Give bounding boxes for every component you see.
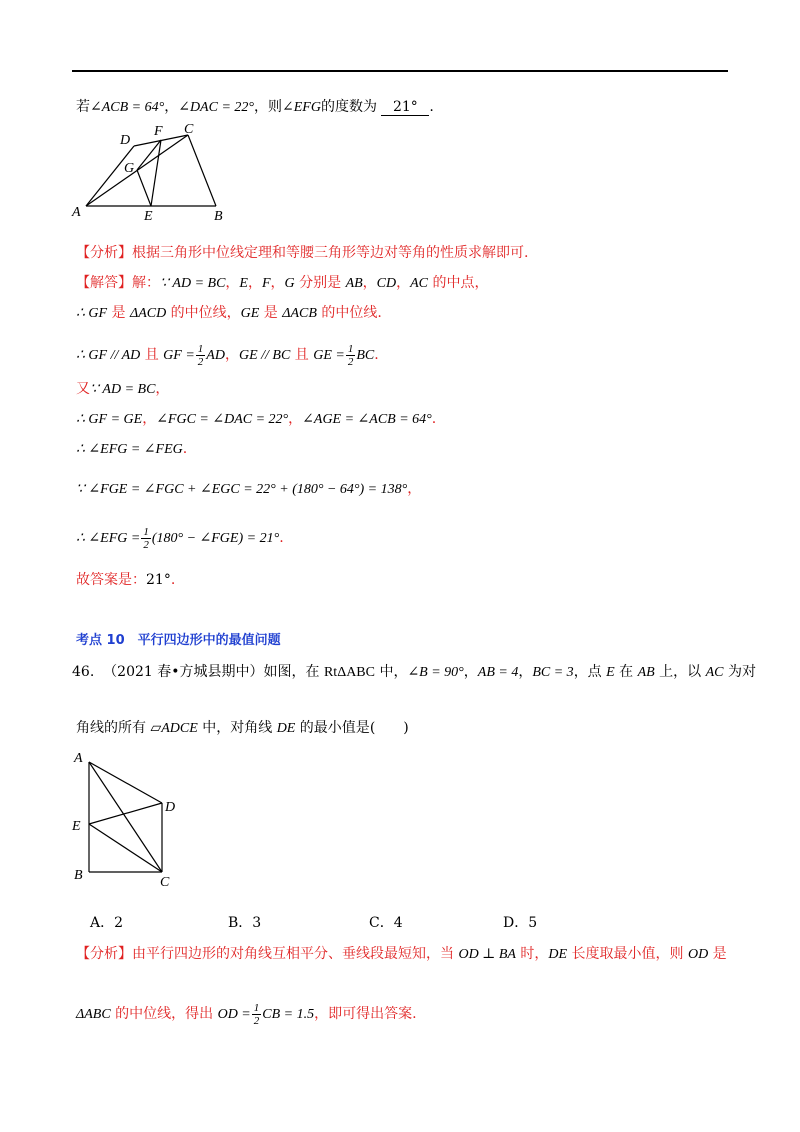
math: ∴ GF: [76, 306, 108, 321]
header-rule: [72, 70, 728, 72]
fraction: [196, 343, 206, 368]
math: CB = 1.5: [262, 1007, 315, 1022]
text: 中，对角线: [197, 720, 277, 736]
math: AB: [637, 665, 655, 680]
numerator: 1: [143, 525, 149, 538]
p46-analysis-line2: [76, 1001, 417, 1028]
text: 为对: [723, 664, 756, 680]
math: ΔACB: [282, 306, 317, 321]
math: E: [239, 276, 248, 291]
text: 故答案是：: [76, 572, 146, 588]
option-a[interactable]: [90, 913, 123, 933]
text: 是: [259, 305, 283, 321]
numerator: 1: [253, 1001, 260, 1014]
p45-analysis: [76, 243, 528, 263]
text: ，: [362, 275, 377, 291]
math: BC = 3: [532, 665, 574, 680]
math: ∠EFG: [282, 100, 321, 115]
math: AB: [345, 276, 363, 291]
text: 根据三角形中位线定理和等腰三角形等边对等角的性质求解即可.: [132, 245, 529, 261]
numerator: 1: [197, 342, 204, 355]
label-A: A: [72, 205, 81, 220]
math: (180° − ∠FGE) = 21°: [151, 531, 280, 546]
math: GE =: [313, 348, 345, 363]
p46-analysis-line1: [76, 944, 727, 965]
text: ，: [164, 99, 179, 115]
option-letter: A．: [90, 915, 115, 931]
p45-sol-line5: [76, 409, 436, 430]
text: ，点: [573, 664, 607, 680]
math: RtΔABC: [323, 665, 375, 680]
text: 上，以: [654, 664, 706, 680]
option-d[interactable]: [503, 913, 537, 933]
text: 角线的所有: [76, 720, 151, 736]
seg-GE: [137, 170, 151, 206]
text: 的度数为: [320, 99, 377, 115]
text: 是: [107, 305, 130, 321]
label-C: C: [184, 122, 194, 137]
math: OD ⊥ BA: [458, 947, 516, 962]
math: GE // BC: [238, 348, 291, 363]
option-value: 5: [528, 915, 538, 931]
text: .: [429, 99, 434, 115]
label-G: G: [124, 161, 135, 176]
seg-AD: [89, 762, 162, 803]
label-C: C: [160, 875, 170, 890]
option-value: 4: [393, 915, 403, 931]
text: 若: [76, 99, 90, 115]
text: ，即可得出答案.: [314, 1006, 417, 1022]
problem-number: 46.: [72, 664, 95, 680]
text: .: [279, 530, 284, 546]
solution-tag: 【解答】: [76, 275, 132, 291]
text: ，: [155, 381, 170, 397]
label-E: E: [144, 209, 153, 224]
denominator: 2: [253, 1014, 260, 1027]
p46-question-line1: [72, 662, 756, 683]
text: ，: [396, 275, 411, 291]
figure-46: [66, 748, 186, 890]
math: ▱ADCE: [150, 721, 198, 736]
text: （2021 春•方城县期中）如图，在: [103, 664, 324, 680]
text: .: [431, 411, 437, 427]
seg-AC: [89, 762, 162, 872]
math: ∵ AD = BC: [160, 276, 226, 291]
p45-final-answer: [76, 570, 175, 590]
math: ∠ACB = 64°: [90, 100, 165, 115]
seg-AD: [86, 146, 134, 206]
math: ∴ GF // AD: [76, 348, 141, 363]
math: ΔABC: [76, 1007, 111, 1022]
text: 的中位线.: [316, 305, 382, 321]
seg-EC: [89, 824, 162, 872]
option-b[interactable]: [228, 913, 261, 933]
section-title: 考点 10 平行四边形中的最值问题: [76, 633, 281, 648]
math: ∠FGC = ∠DAC = 22°: [156, 412, 289, 427]
label-F: F: [154, 124, 163, 139]
label-B: B: [74, 868, 83, 883]
text: ，: [407, 481, 422, 497]
math: AC: [705, 665, 724, 680]
answer-value: 21°: [146, 572, 171, 588]
p45-sol-line3: [76, 342, 379, 369]
text: ，: [142, 411, 157, 427]
option-letter: B．: [228, 915, 253, 931]
p45-sol-line6: [76, 439, 187, 460]
text: 中，: [375, 664, 408, 680]
text: 在: [614, 664, 638, 680]
label-E: E: [72, 819, 81, 834]
math: OD: [687, 947, 709, 962]
figure-45: [66, 120, 246, 226]
text: 且: [140, 347, 164, 363]
denominator: 2: [347, 355, 354, 368]
option-value: 3: [252, 915, 262, 931]
math: DE: [276, 721, 296, 736]
text: ，: [288, 411, 303, 427]
text: ，: [247, 275, 262, 291]
numerator: 1: [347, 342, 354, 355]
text: 的中位线，: [166, 305, 241, 321]
p45-sol-line7: [76, 479, 421, 500]
denominator: 2: [143, 538, 149, 551]
math: G: [284, 276, 295, 291]
text: ，: [225, 275, 240, 291]
math: ∠B = 90°: [407, 665, 464, 680]
text: 的最小值是: [295, 720, 370, 736]
math: ∴ ∠EFG =: [76, 531, 141, 546]
math: AC: [410, 276, 429, 291]
text: 由平行四边形的对角线互相平分、垂线段最短知，当: [132, 946, 459, 962]
text: 的中位线，得出: [110, 1006, 218, 1022]
p46-question-line2: [76, 718, 409, 739]
text: 是: [708, 946, 727, 962]
math: ∵ ∠FGE = ∠FGC + ∠EGC = 22° + (180° − 64°) = 138°: [76, 482, 408, 497]
label-A: A: [74, 751, 83, 766]
math: ∠DAC = 22°: [178, 100, 254, 115]
math: GF =: [163, 348, 195, 363]
label-D: D: [165, 800, 176, 815]
text: ，则: [254, 99, 282, 115]
label-B: B: [214, 209, 223, 224]
fraction: [346, 343, 356, 368]
text: ，: [270, 275, 285, 291]
math: AD: [206, 348, 225, 363]
math: ∴ GF = GE: [76, 412, 143, 427]
math: F: [261, 276, 271, 291]
denominator: 2: [197, 355, 204, 368]
text: 时，: [515, 946, 549, 962]
p45-sol-line1: [76, 273, 488, 294]
text: 解：: [132, 275, 160, 291]
p45-question: [76, 97, 434, 118]
option-letter: C．: [369, 915, 394, 931]
p45-sol-line8: [76, 525, 284, 552]
math: DE: [548, 947, 568, 962]
math: ∴ ∠EFG = ∠FEG: [76, 442, 183, 457]
analysis-tag: 【分析】: [76, 946, 132, 962]
math: E: [606, 665, 615, 680]
analysis-tag: 【分析】: [76, 245, 132, 261]
fraction: [252, 1002, 262, 1027]
text: 分别是: [294, 275, 346, 291]
option-c[interactable]: [369, 913, 403, 933]
answer-parentheses: ( ): [369, 720, 409, 736]
option-value: 2: [114, 915, 124, 931]
text: .: [170, 572, 176, 588]
fraction: [141, 526, 151, 551]
math: ∵ AD = BC: [90, 382, 156, 397]
text: 长度取最小值，则: [567, 946, 688, 962]
math: AB = 4: [477, 665, 519, 680]
text: 且: [290, 347, 314, 363]
answer-blank: 21°: [381, 99, 429, 116]
math: ΔACD: [129, 306, 167, 321]
text: 又: [76, 381, 90, 397]
text: 的中点，: [428, 275, 489, 291]
option-letter: D．: [503, 915, 529, 931]
math: OD =: [217, 1007, 251, 1022]
math: CD: [376, 276, 397, 291]
math: BC: [356, 348, 375, 363]
text: ，: [224, 347, 239, 363]
p45-sol-line4: [76, 379, 169, 400]
text: .: [182, 441, 188, 457]
label-D: D: [120, 133, 131, 148]
p45-sol-line2: [76, 303, 382, 324]
math: GE: [240, 306, 260, 321]
math: ∠AGE = ∠ACB = 64°: [302, 412, 432, 427]
seg-CB: [188, 135, 216, 206]
text: ，: [518, 664, 533, 680]
text: .: [374, 347, 379, 363]
text: ，: [463, 664, 478, 680]
seg-ED: [89, 803, 162, 824]
